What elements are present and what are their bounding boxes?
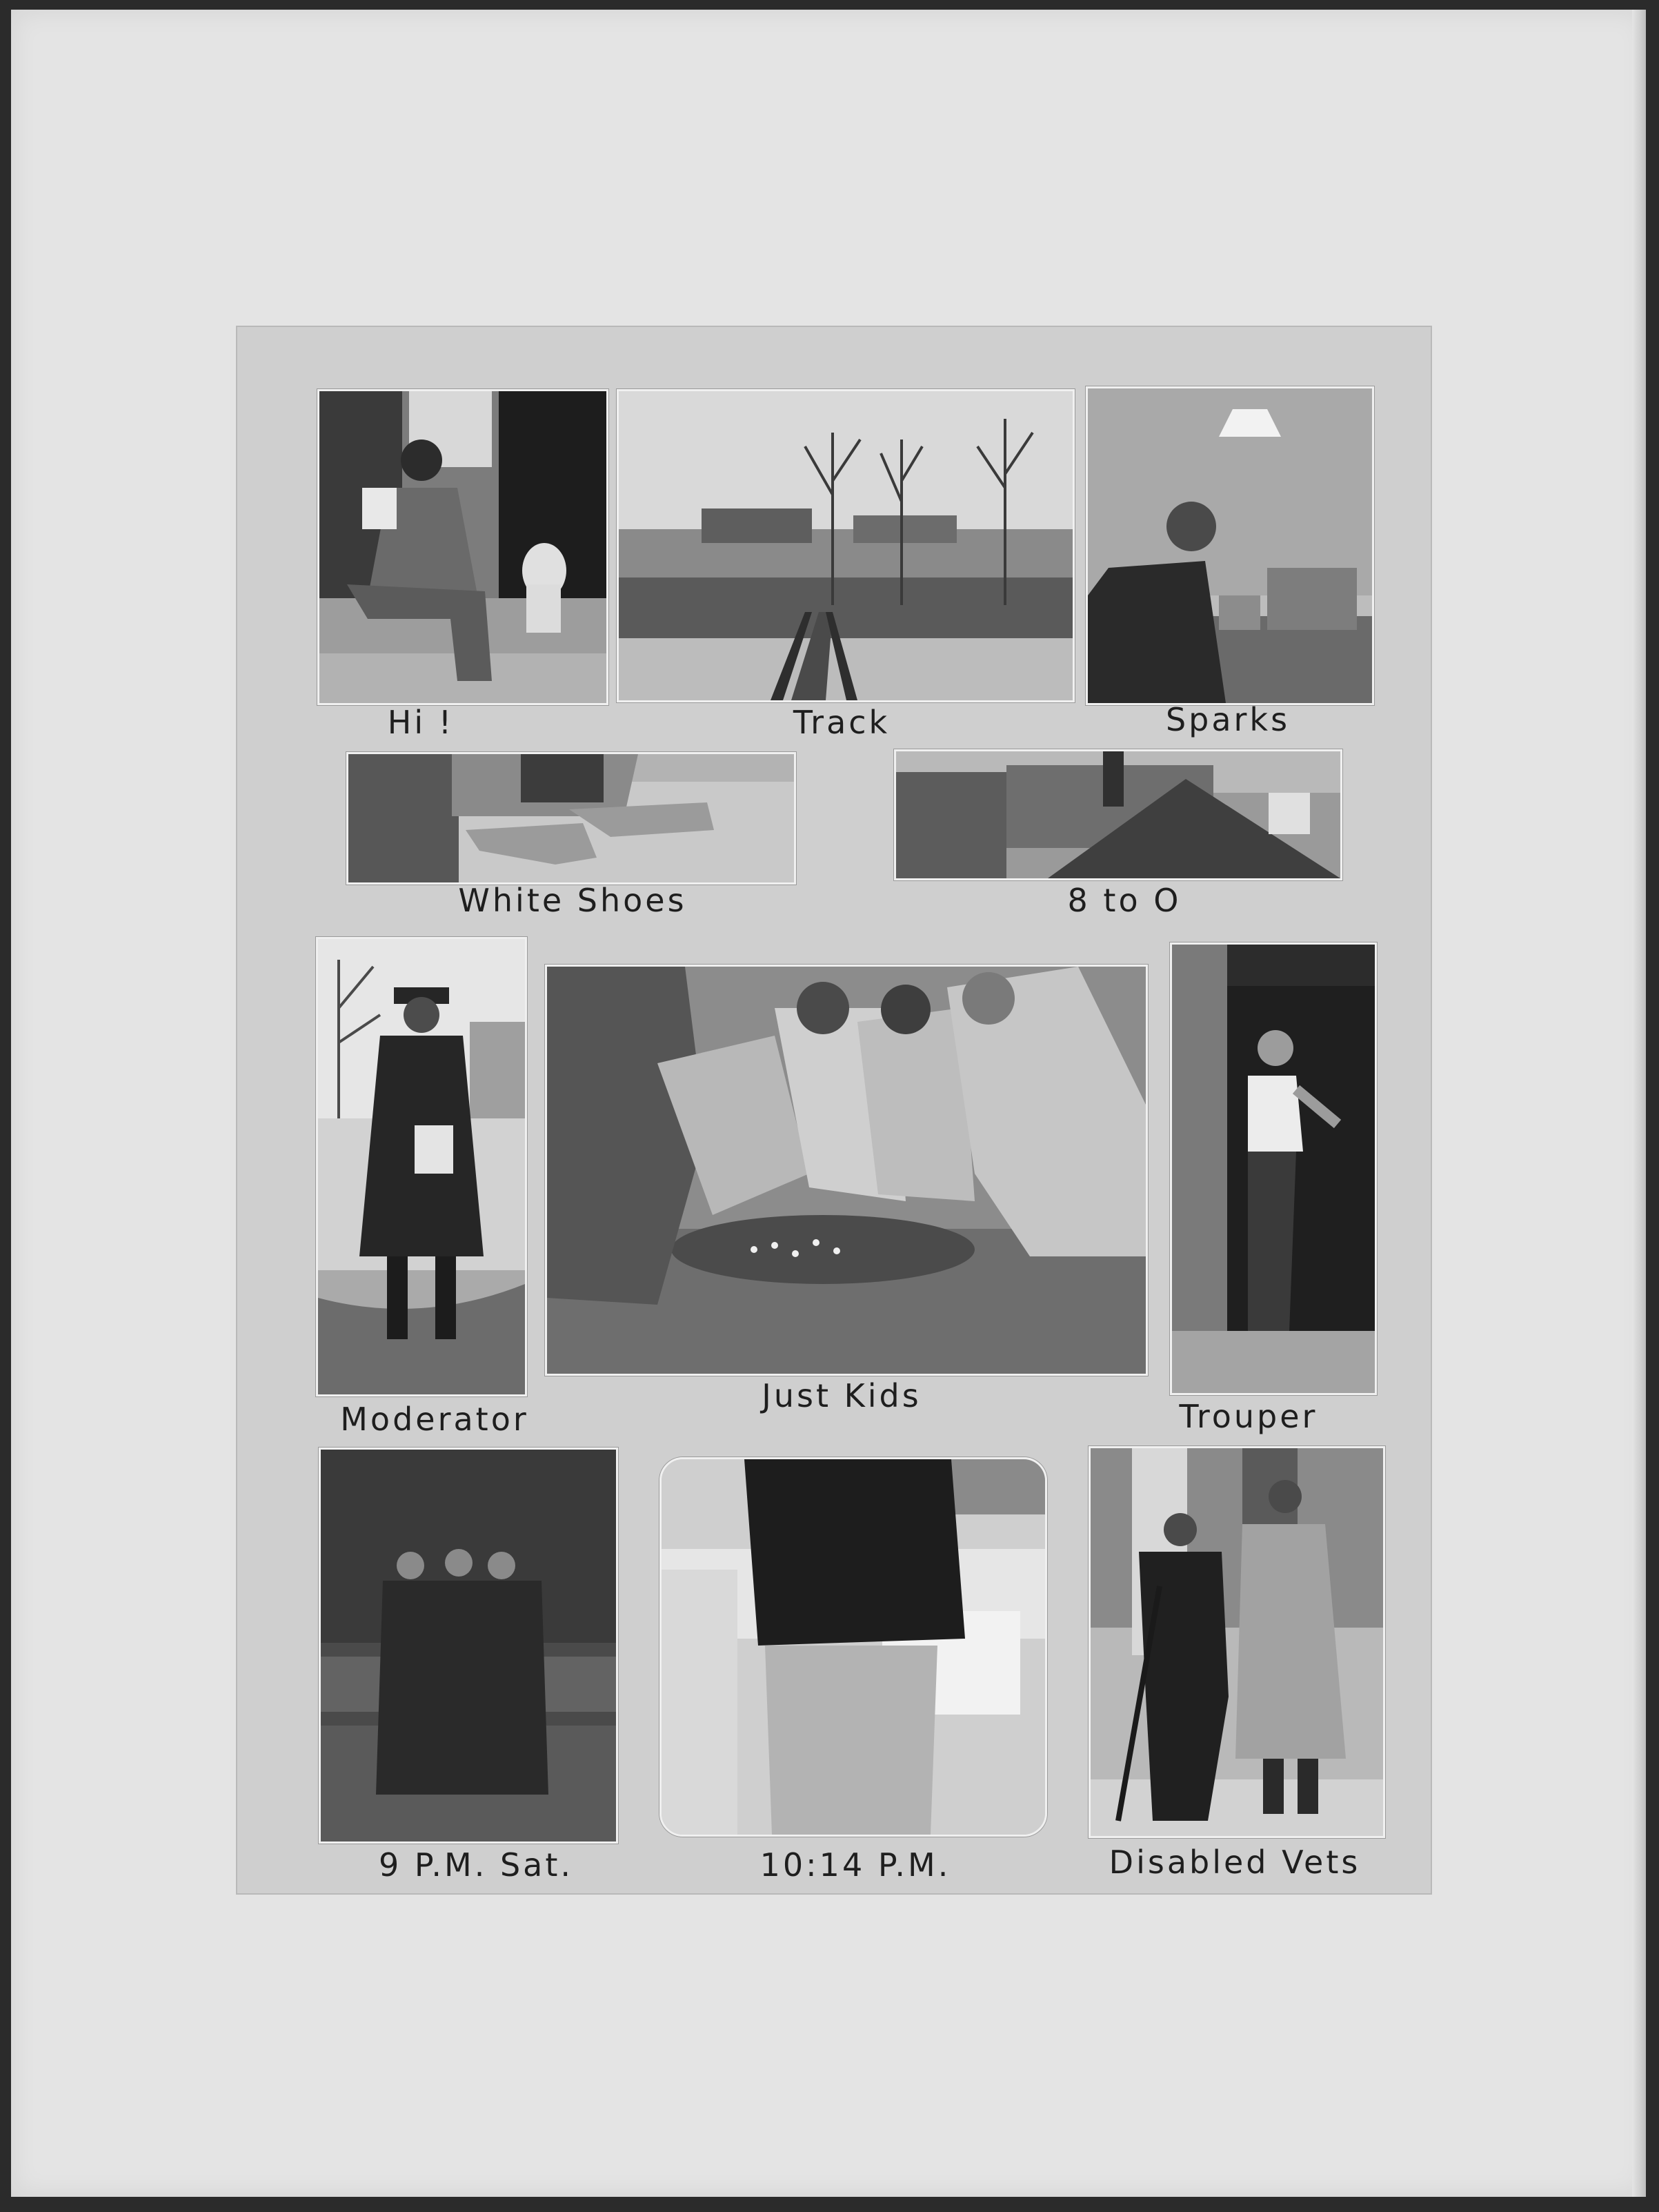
caption-track: Track [793,704,891,741]
photo-9pm-sat [319,1448,618,1844]
caption-white-shoes: White Shoes [458,882,687,919]
caption-hi: Hi ! [387,704,455,741]
photo-moderator [316,937,527,1396]
caption-moderator: Moderator [340,1401,529,1438]
caption-9pm-sat: 9 P.M. Sat. [378,1846,574,1884]
photo-just-kids [545,965,1148,1376]
caption-trouper: Trouper [1179,1398,1318,1435]
caption-10-14-pm: 10:14 P.M. [759,1846,951,1884]
photo-10-14-pm [659,1457,1047,1837]
photo-white-shoes [346,752,796,885]
photo-track [617,389,1075,702]
photo-sparks [1086,386,1374,705]
photo-8-to-0 [894,749,1342,880]
page-edge [1632,10,1646,2197]
caption-8-to-0: 8 to O [1067,882,1182,919]
caption-disabled-vets: Disabled Vets [1109,1844,1361,1881]
photo-trouper [1170,942,1377,1395]
photo-disabled-vets [1089,1446,1385,1838]
caption-just-kids: Just Kids [762,1377,922,1414]
photo-hi [317,389,608,705]
caption-sparks: Sparks [1165,701,1291,738]
